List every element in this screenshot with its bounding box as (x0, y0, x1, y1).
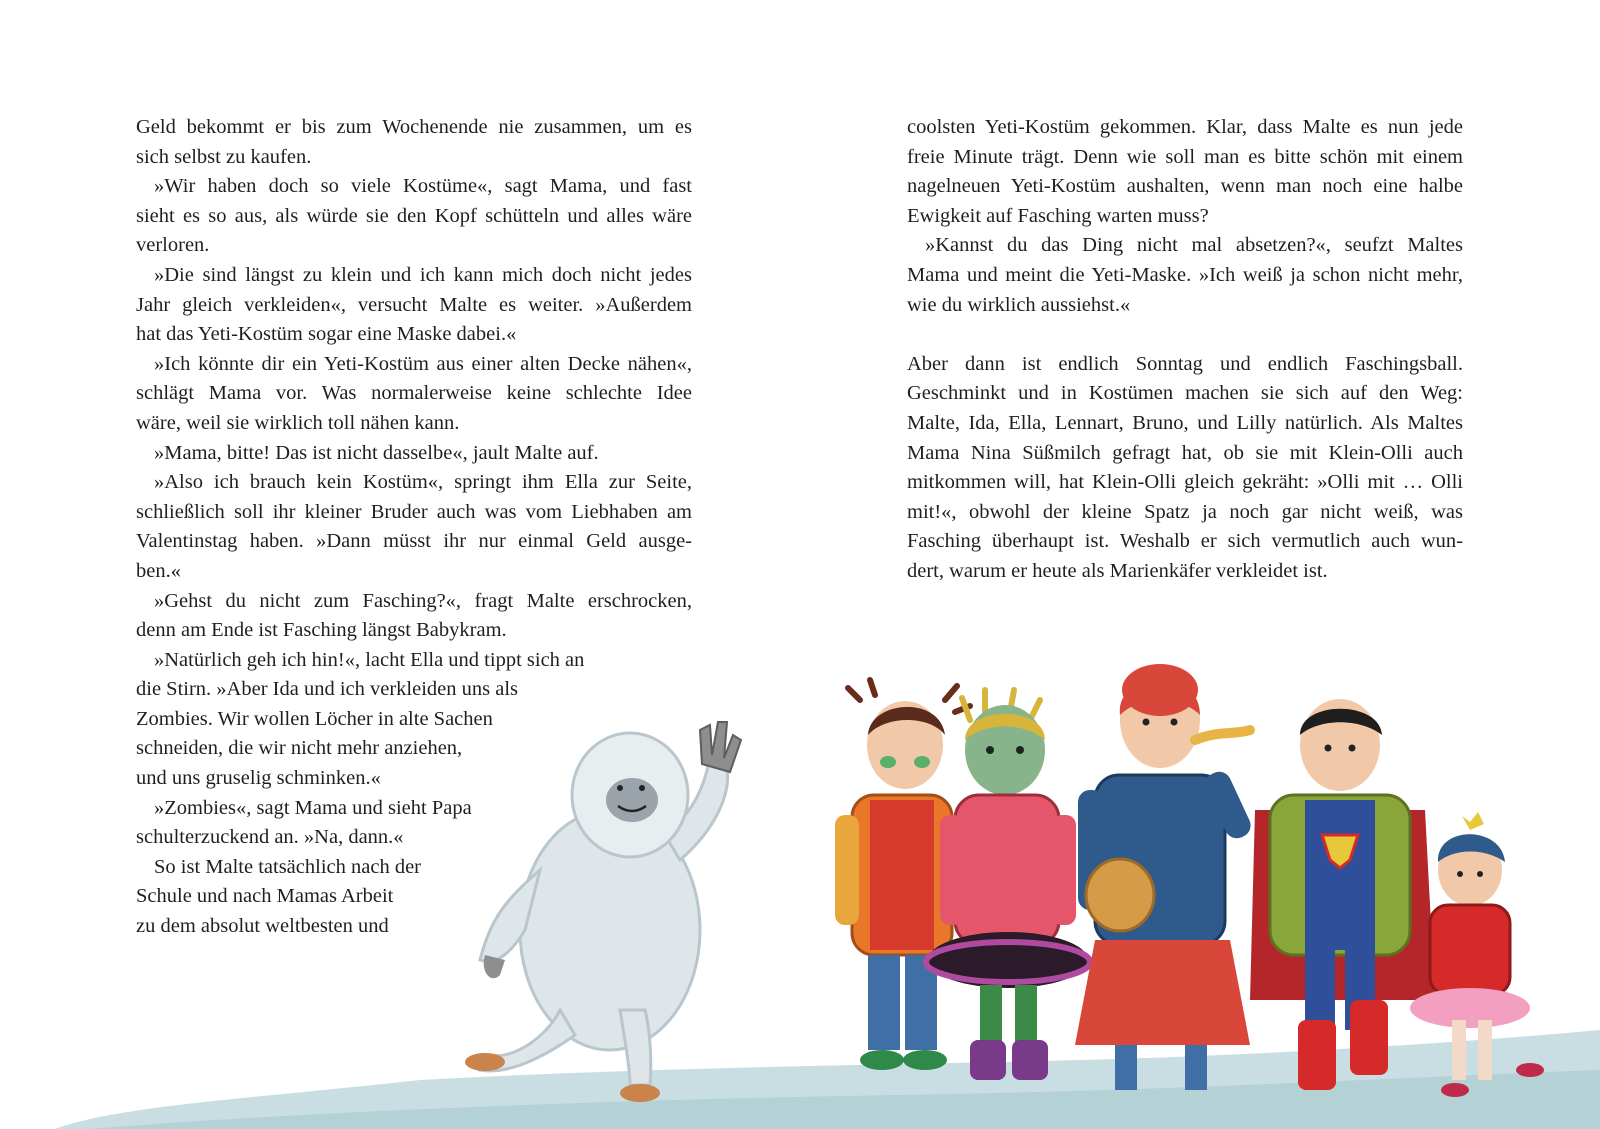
left-page-line: »Also ich brauch kein Kostüm«, springt ihm Ella zur Seite, (154, 471, 692, 494)
right-page-line: Aber dann ist endlich Sonntag und endlich Faschingsball. (907, 352, 1463, 375)
little-child (1410, 812, 1544, 1097)
left-page-line: denn am Ende ist Fasching längst Babykram. (136, 619, 507, 642)
left-page-text (136, 113, 692, 942)
left-page-line: »Ich könnte dir ein Yeti-Kostüm aus einer alten Decke nähen«, (154, 352, 692, 375)
left-page-line: »Die sind längst zu klein und ich kann mich doch nicht jedes (154, 263, 692, 286)
left-page-line: »Zombies«, sagt Mama und sieht Papa (154, 796, 472, 819)
left-page-line: schließlich soll ihr kleiner Bruder auch was vom Liebhaben am (136, 500, 692, 523)
right-page-line: wie du wirklich aussiehst.« (907, 293, 1131, 316)
left-page-line: So ist Malte tatsächlich nach der (154, 855, 421, 878)
left-page-line: zu dem absolut weltbesten und (136, 915, 389, 938)
zombie-girl-orange (835, 680, 970, 1070)
right-page-line: Geschminkt und in Kostümen machen sie sich auf den Weg: (907, 382, 1463, 405)
snow-ground (55, 1030, 1600, 1129)
right-page-line: coolsten Yeti-Kostüm gekommen. Klar, dass Malte es nun jede (907, 116, 1463, 138)
right-page-line: mit!«, obwohl der kleine Spatz ja noch gar nicht weiß, was (907, 500, 1463, 523)
right-page-line (907, 320, 1463, 350)
zombie-girl-pink (926, 690, 1090, 1080)
right-page-line: »Kannst du das Ding nicht mal absetzen?«, seufzt Maltes (925, 234, 1463, 257)
left-page-line: schlägt Mama vor. Was normalerweise keine schlechte Idee (136, 382, 692, 405)
left-page-line: wäre, weil sie wirklich toll nähen kann. (136, 411, 460, 434)
left-page-line: »Mama, bitte! Das ist nicht dasselbe«, jault Malte auf. (154, 441, 599, 464)
left-page-line: Valentinstag haben. »Dann müsst ihr nur einmal Geld ausge- (136, 530, 692, 553)
left-page-line: »Wir haben doch so viele Kostüme«, sagt Mama, und fast (154, 175, 692, 198)
right-page-line: freie Minute trägt. Denn wie soll man es bitte schön mit einem (907, 145, 1463, 168)
left-page-line: hat das Yeti-Kostüm sogar eine Maske dabei.« (136, 323, 517, 346)
left-page-line: verloren. (136, 234, 210, 257)
right-page-text (907, 113, 1463, 587)
girl-red-hat (1075, 664, 1255, 1090)
left-page-line: Geld bekommt er bis zum Wochenende nie zusammen, um es (136, 116, 692, 138)
left-page-line: »Gehst du nicht zum Fasching?«, fragt Malte erschrocken, (154, 589, 692, 612)
left-page-line: schneiden, die wir nicht mehr anziehen, (136, 737, 463, 760)
right-page-line: Fasching überhaupt ist. Weshalb er sich vermutlich auch wun- (907, 530, 1463, 553)
left-page-line: die Stirn. »Aber Ida und ich verkleiden uns als (136, 678, 519, 701)
right-page-line: nagelneuen Yeti-Kostüm aushalten, wenn man noch eine halbe (907, 175, 1463, 198)
left-page-line: ben.« (136, 559, 181, 582)
right-page-line: Mama Nina Süßmilch gefragt hat, ob sie mit Klein-Olli auch (907, 441, 1463, 464)
right-page-line: dert, warum er heute als Marienkäfer verkleidet ist. (907, 559, 1328, 582)
left-page-line: und uns gruselig schminken.« (136, 767, 381, 790)
left-page-line: sieht es so aus, als würde sie den Kopf schütteln und alles wäre (136, 204, 692, 227)
left-page-line: schulterzuckend an. »Na, dann.« (136, 826, 404, 849)
left-page-line: Schule und nach Mamas Arbeit (136, 885, 394, 908)
left-page-line: »Natürlich geh ich hin!«, lacht Ella und tippt sich an (154, 648, 585, 671)
boy-superman (1250, 699, 1435, 1090)
right-page-line: Malte, Ida, Ella, Lennart, Bruno, und Lilly natürlich. Als Maltes (907, 411, 1463, 434)
right-page-line: mitkommen will, hat Klein-Olli gleich gekräht: »Olli mit … Olli (907, 471, 1463, 494)
left-page-line: Zombies. Wir wollen Löcher in alte Sachen (136, 707, 493, 730)
right-page-line: Ewigkeit auf Fasching warten muss? (907, 204, 1209, 227)
right-page-line: Mama und meint die Yeti-Maske. »Ich weiß ja schon nicht mehr, (907, 263, 1463, 286)
left-page-line: sich selbst zu kaufen. (136, 145, 312, 168)
left-page-line: Jahr gleich verkleiden«, versucht Malte es weiter. »Außerdem (136, 293, 692, 316)
